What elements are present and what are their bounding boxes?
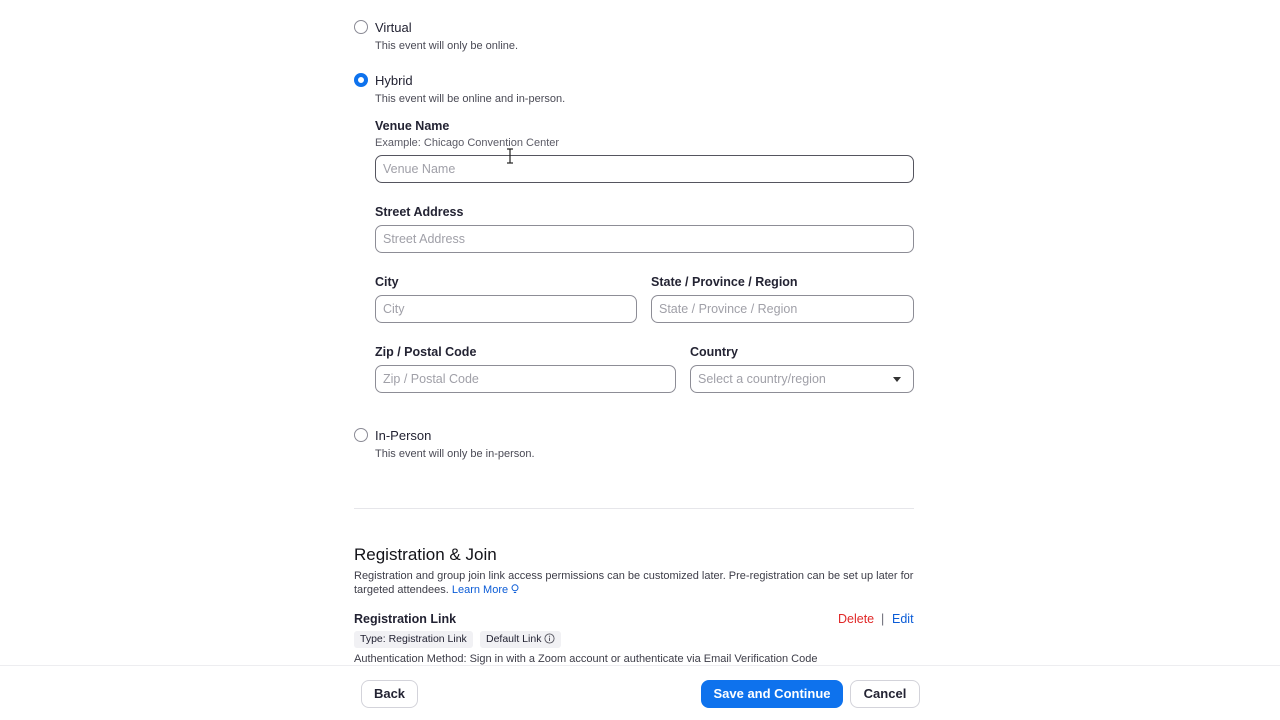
virtual-label[interactable]: Virtual: [375, 20, 412, 35]
state-input[interactable]: [651, 295, 914, 323]
action-separator: |: [881, 612, 885, 626]
venue-name-label: Venue Name: [375, 119, 450, 133]
delete-link[interactable]: Delete: [838, 612, 875, 626]
registration-description: [354, 569, 919, 597]
section-divider: [354, 508, 914, 509]
back-button[interactable]: Back: [361, 680, 418, 708]
city-label: City: [375, 275, 399, 289]
in-person-radio[interactable]: [354, 428, 368, 442]
chevron-down-icon: [893, 377, 901, 382]
street-address-label: Street Address: [375, 205, 464, 219]
registration-type-tag: Type: Registration Link: [354, 631, 473, 648]
virtual-radio[interactable]: [354, 20, 368, 34]
learn-more-link[interactable]: [452, 584, 519, 596]
zip-input[interactable]: [375, 365, 676, 393]
authentication-method: Authentication Method: Sign in with a Zoom account or authenticate via Email Verification Code: [354, 653, 818, 665]
registration-description-text: Registration and group join link access permissions can be customized later. Pre-registration can be set up later for targeted attendees.: [354, 570, 914, 596]
country-select-value: Select a country/region: [698, 372, 826, 386]
in-person-label[interactable]: In-Person: [375, 428, 432, 443]
default-link-tag: [480, 631, 561, 648]
lightbulb-icon: [511, 584, 519, 594]
default-link-label: Default Link: [486, 633, 542, 645]
street-address-input[interactable]: [375, 225, 914, 253]
cancel-button[interactable]: Cancel: [850, 680, 920, 708]
footer-bar: [0, 665, 1280, 720]
city-input[interactable]: [375, 295, 637, 323]
save-and-continue-button[interactable]: Save and Continue: [701, 680, 843, 708]
edit-link[interactable]: Edit: [892, 612, 914, 626]
learn-more-label[interactable]: Learn More: [451, 584, 509, 596]
venue-name-hint: Example: Chicago Convention Center: [375, 137, 560, 149]
info-icon[interactable]: [544, 633, 555, 644]
text-cursor-icon: [505, 148, 515, 164]
state-label: State / Province / Region: [651, 275, 798, 289]
virtual-description: This event will only be online.: [375, 40, 519, 52]
venue-name-input[interactable]: [375, 155, 914, 183]
country-label: Country: [690, 345, 738, 359]
hybrid-radio[interactable]: [354, 73, 368, 87]
zip-label: Zip / Postal Code: [375, 345, 477, 359]
registration-section-title: Registration & Join: [354, 545, 497, 564]
hybrid-description: This event will be online and in-person.: [375, 93, 566, 105]
hybrid-label[interactable]: Hybrid: [375, 73, 413, 88]
in-person-description: This event will only be in-person.: [375, 448, 535, 460]
country-select[interactable]: [690, 365, 914, 393]
registration-link-title: Registration Link: [354, 612, 457, 626]
